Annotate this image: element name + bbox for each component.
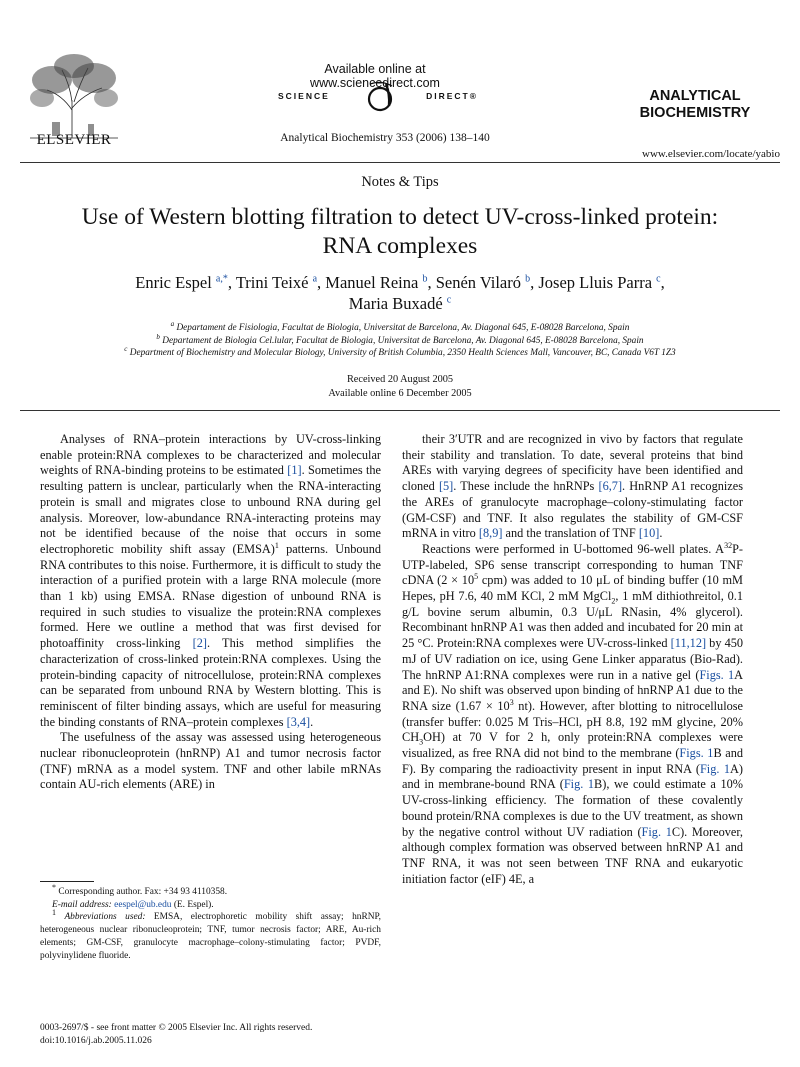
footnote-divider (40, 881, 94, 882)
reference-link[interactable]: [3,4] (286, 714, 311, 729)
footnotes (40, 882, 381, 962)
doi-line: doi:10.1016/j.ab.2005.11.026 (40, 1036, 152, 1046)
text-run: patterns. Unbound RNA contributes to this noise. Furthermore, it is difficult to study the interaction of a purified protein with a large RNA molecule (more than 1 kb) using EMSA. RNase digestion of unbound RNA is required in such studies to visualize the protein:RNA complexes formed. Here we outline a method that was first devised for photoaffinity cross-linking (40, 541, 381, 651)
copyright-line: 0003-2697/$ - see front matter © 2005 Elsevier Inc. All rights reserved. (40, 1023, 313, 1033)
publisher-name: ELSEVIER (36, 132, 112, 148)
text-run: Reactions were performed in U-bottomed 96-well plates. A (422, 541, 725, 556)
reference-link[interactable]: [1] (287, 463, 302, 478)
text-run: . Sometimes the resulting pattern is unclear, particularly when the RNA-interacting protein is small and migrates close to unbound RNA during gel analysis. Moreover, low-abundance RNA-interacting proteins may not be identified because of the noise that occurs in some electrophoretic mobility shift assay (EMSA) (40, 463, 381, 556)
reference-link[interactable]: Fig. 1 (563, 777, 595, 792)
text-run: nt). However, after blotting to nitrocellulose (transfer buffer: 0.025 M Tris–HCl, pH 8.8, 192 mM glycine, 20% CH (402, 698, 744, 745)
text-run: OH) at 70 V for 2 h, only protein:RNA complexes were visualized, as free RNA did not bind to the membrane ( (402, 730, 743, 761)
text-run: B), we could estimate a 10% UV-cross-linking efficiency. The formation of these covalently bound protein/RNA complexes is due to the UV treatment, as shown by the negative control without UV radiation ( (402, 777, 744, 839)
journal-url[interactable]: www.elsevier.com/locate/yabio (642, 148, 780, 160)
superscript: 5 (474, 572, 479, 582)
superscript: 32 (724, 540, 733, 550)
article-title: Use of Western blotting filtration to detect UV-cross-linked protein: RNA complexes (81, 204, 719, 259)
text-run: A) and in membrane-bound RNA ( (402, 761, 744, 792)
reference-link[interactable]: [10] (638, 526, 660, 541)
journal-title: ANALYTICAL BIOCHEMISTRY (639, 88, 751, 121)
title-divider (20, 410, 780, 411)
reference-link[interactable]: [5] (438, 479, 454, 494)
section-label: Notes & Tips (361, 174, 439, 190)
corresponding-author-note: * Corresponding author. Fax: +34 93 4110358. (52, 882, 228, 897)
body-paragraph (40, 432, 381, 730)
reference-link[interactable]: [8,9] (478, 526, 503, 541)
author: Senén Vilaró (435, 273, 521, 292)
text-run: cpm) was added to 10 μL of binding buffer (10 mM Hepes, pH 7.6, 40 mM KCl, 2 mM MgCl (402, 573, 743, 604)
text-run: The usefulness of the assay was assessed using heterogeneous nuclear ribonucleoprotein (hnRNP) A1 and tumor necrosis factor (TNF) mRNA as a model system. TNF and other labile mRNAs contain AU-rich elements (ARE) in (40, 730, 381, 792)
author: Trini Teixé (235, 273, 309, 292)
sd-direct-text: DIRECT® (426, 91, 478, 101)
affiliation: $^a$ Departament de Fisiologia, Facultat de Biologia, Universitat de Barcelona, Av. Diagonal 645, E-08028 Barcelona, Spain (170, 319, 630, 333)
body-column-left (40, 432, 381, 793)
body-paragraph (402, 432, 743, 542)
affiliation: $^c$ Department of Biochemistry and Molecular Biology, University of British Columbia, 2350 Health Sciences Mall, Vancouver, BC, Canada V6T 1Z3 (124, 344, 676, 358)
sciencedirect-d-icon (366, 80, 396, 114)
article-dates (250, 373, 550, 401)
text-run: . This method simplifies the characterization of cross-linked protein:RNA complexes. Using the protein-binding capacity of nitrocellulose, protein:RNA complexes can be separated from unbound RNA by Western blotting. This is reminiscent of filter binding assays, which are useful for measuring the binding constants of RNA–protein complexes (40, 636, 381, 729)
author-list: Enric Espel $^{a,*}$, Trini Teixé $^a$, Manuel Reina $^b$, Senén Vilaró $^b$, Josep Lluis Parra $^c$, Maria Buxadé $^c$ (135, 273, 665, 313)
reference-link[interactable]: Figs. 1 (699, 667, 735, 682)
text-run: by 450 mJ of UV radiation on ice, using Gene Linker apparatus (Bio-Rad). The hnRNP A1:RNA complexes were run in a native gel ( (402, 636, 744, 682)
body-column-right (402, 432, 743, 887)
text-run: . These include the hnRNPs (453, 479, 599, 494)
reference-link[interactable]: [2] (192, 636, 207, 651)
reference-link[interactable]: Figs. 1 (679, 746, 714, 761)
subscript: 3 (419, 737, 424, 747)
reference-link[interactable]: [11,12] (670, 636, 707, 651)
affiliation: $^b$ Departament de Biologia Cel.lular, Facultat de Biologia, Universitat de Barcelona, Av. Diagonal 645, E-08028 Barcelona, Spain (156, 332, 644, 346)
text-run: P-UTP-labeled, SP6 sense transcript corresponding to human TNF cDNA (2 × 10 (402, 541, 743, 588)
author: Enric Espel (135, 273, 212, 292)
body-paragraph (402, 542, 743, 887)
text-run: and the translation of TNF (502, 526, 639, 541)
author: Maria Buxadé (348, 294, 443, 313)
journal-citation: Analytical Biochemistry 353 (2006) 138–140 (280, 132, 490, 144)
superscript: 3 (509, 697, 514, 707)
superscript: 1 (274, 540, 279, 550)
text-run: Analyses of RNA–protein interactions by UV-cross-linking enable protein:RNA complexes to be characterized and molecular weights of RNA-binding proteins to be estimated (40, 432, 381, 478)
author: Josep Lluis Parra (538, 273, 653, 292)
reference-link[interactable]: Fig. 1 (641, 824, 672, 839)
sd-science-text: SCIENCE (278, 91, 330, 101)
affiliations (20, 319, 780, 360)
abbreviations-note: $^1$ Abbreviations used: EMSA, electrophoretic mobility shift assay; hnRNP, heterogeneous nuclear ribonucleoprotein; TNF, tumor necrosis factor; ARE, Au-rich elements; GM-CSF, granulocyte macrophage–colony-stimulating factor; PVDF, polyvinylidene fluoride. (40, 908, 381, 961)
available-date: Available online 6 December 2005 (328, 388, 472, 399)
email-link[interactable]: eespel@ub.edu (114, 899, 172, 910)
email-note: E-mail address: eespel@ub.edu (E. Espel). (52, 899, 214, 910)
text-run: C). Moreover, although complex formation was observed between hnRNP A1 and TNF RNA, it was not seen between TNF RNA and eukaryotic initiation factor (eIF) 4E, a (402, 824, 744, 886)
sciencedirect-logo (278, 80, 478, 114)
text-run: their 3′UTR and are recognized in vivo by factors that regulate their stability and translation. To date, several proteins that bind AREs with varying degrees of specificity have been identified and cloned (402, 432, 743, 494)
body-paragraph (40, 730, 381, 793)
text-run: . HnRNP A1 recognizes the AREs of granulocyte macrophage–colony-stimulating factor (GM-CSF) and TNF. It also regulates the stability of GM-CSF mRNA in vitro (402, 479, 743, 541)
author: Manuel Reina (325, 273, 419, 292)
reference-link[interactable]: Fig. 1 (699, 761, 731, 776)
received-date: Received 20 August 2005 (346, 374, 454, 385)
text-run: B and F). By comparing the radioactivity present in input RNA ( (402, 746, 743, 776)
text-run: A and E). No shift was observed upon binding of hnRNP A1 due to the RNA size (1.67 × 10 (402, 667, 743, 713)
text-run: , 1 mM dithiothreitol, 0.1 g/L bovine serum albumin, 0.3 U/μL RNasin, 4% glycerol). Recombinant hnRNP A1 was then added and incubated for 20 min at 25 °C. Protein:RNA complexes were UV-cross-linked (402, 589, 743, 651)
available-online-notice: Available online at www.sciencedirect.com (310, 62, 440, 90)
header-divider (20, 162, 780, 163)
text-run: . (310, 714, 314, 729)
subscript: 2 (611, 596, 616, 606)
text-run: . (659, 526, 663, 541)
copyright-footer (40, 1022, 440, 1048)
reference-link[interactable]: [6,7] (598, 479, 623, 494)
